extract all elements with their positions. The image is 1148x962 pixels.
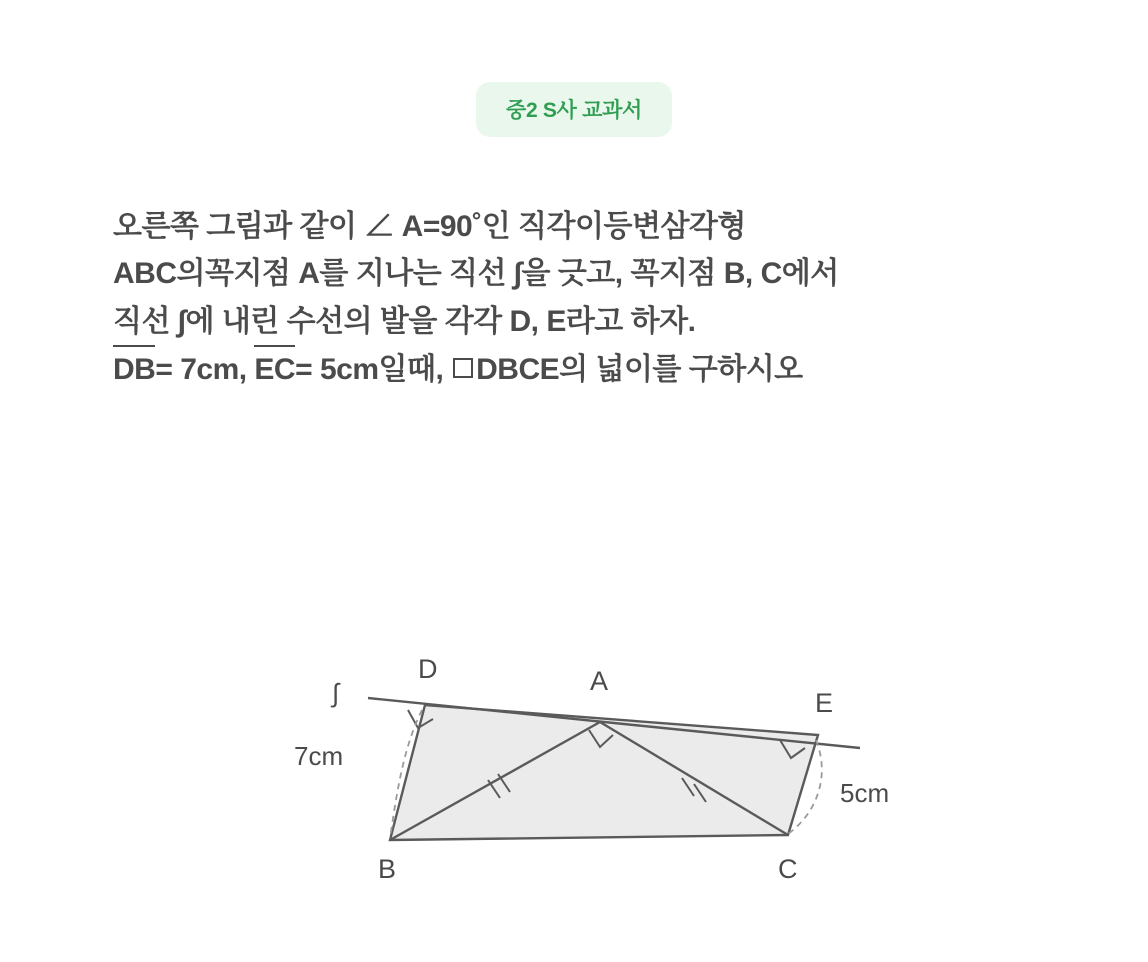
problem-line-2: ABC의꼭지점 A를 지나는 직선 ∫을 긋고, 꼭지점 B, C에서 [113, 257, 839, 291]
problem-line-4-text-2: = 5cm일때, [295, 353, 452, 387]
problem-line-1: 오른쪽 그림과 같이 ∠ A=90˚인 직각이등변삼각형 [113, 210, 746, 243]
segment-ec-label: EC [254, 345, 295, 393]
problem-line-4-text-1: = 7cm, [155, 353, 255, 387]
badge-container [0, 82, 1148, 137]
problem-line-4 [113, 345, 1073, 393]
label-length-db: 7cm [294, 741, 344, 771]
textbook-source-badge: 중2 S사 교과서 [476, 82, 672, 137]
quadrilateral-icon [453, 358, 473, 378]
label-point-e: E [815, 688, 834, 718]
segment-db-label: DB [113, 345, 155, 393]
label-point-b: B [378, 854, 397, 884]
label-point-c: C [778, 854, 798, 884]
label-point-d: D [418, 654, 438, 684]
label-length-ec: 5cm [840, 778, 890, 808]
problem-line-4-text-3: DBCE의 넓이를 구하시오 [476, 353, 803, 387]
problem-statement [113, 203, 1073, 394]
label-point-a: A [590, 666, 609, 696]
geometry-figure [270, 630, 910, 910]
problem-line-3: 직선 ∫에 내린 수선의 발을 각각 D, E라고 하자. [113, 304, 696, 338]
label-line-l: ∫ [332, 678, 340, 708]
